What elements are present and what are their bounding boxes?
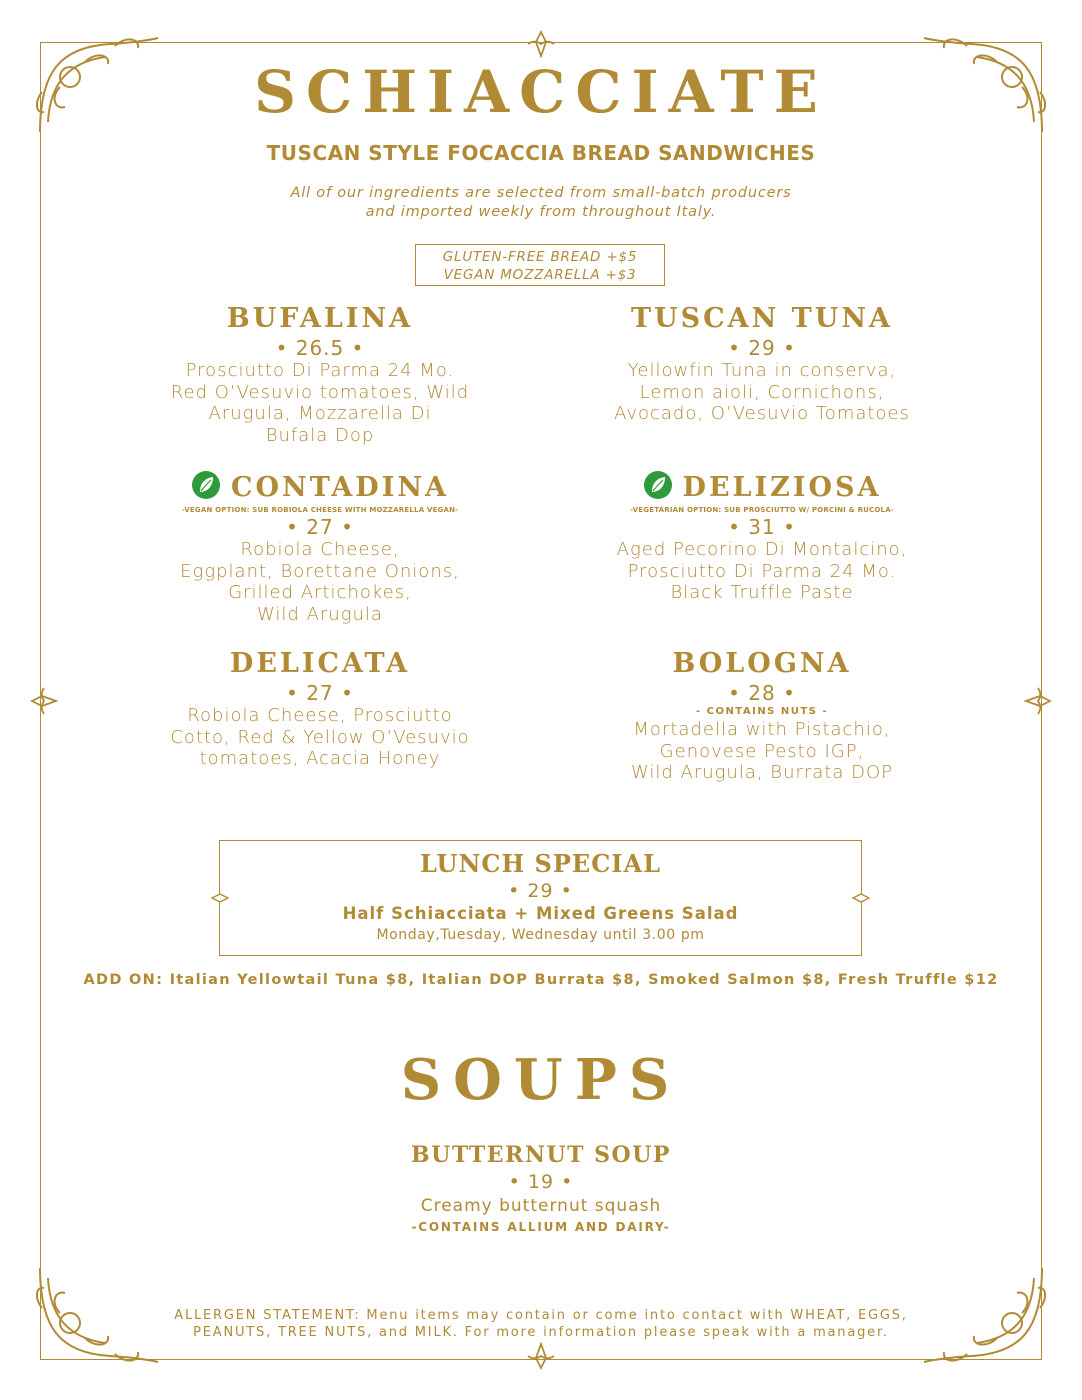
desc-line: Red O’Vesuvio tomatoes, Wild xyxy=(170,381,470,403)
item-price: • 31 • xyxy=(728,515,796,539)
menu-item-bologna xyxy=(572,647,952,784)
item-name: BOLOGNA xyxy=(672,648,852,679)
add-on-list: ADD ON: Italian Yellowtail Tuna $8, Italian DOP Burrata $8, Smoked Salmon $8, Fresh Truffle $12 xyxy=(83,972,999,988)
item-price: • 27 • xyxy=(286,681,354,705)
item-option-note: -VEGETARIAN OPTION: SUB PROSCIUTTO W/ PORCINI & RUCOLA- xyxy=(630,506,894,514)
item-allergen-warning: -CONTAINS ALLIUM AND DAIRY- xyxy=(411,1220,671,1234)
fleuron-bottom xyxy=(526,1342,556,1370)
menu-title: SCHIACCIATE xyxy=(254,58,828,126)
item-name: CONTADINA xyxy=(231,472,449,503)
menu-subtitle: TUSCAN STYLE FOCACCIA BREAD SANDWICHES xyxy=(266,141,816,165)
desc-line: Eggplant, Borettane Onions, xyxy=(180,560,460,582)
item-price: • 19 • xyxy=(508,1171,574,1193)
item-description: Creamy butternut squash xyxy=(420,1196,662,1216)
item-name: BUTTERNUT SOUP xyxy=(411,1142,671,1168)
lunch-special-price: • 29 • xyxy=(508,880,573,902)
lunch-special-title: LUNCH SPECIAL xyxy=(419,849,662,878)
allergen-statement: ALLERGEN STATEMENT: Menu items may contain or come into contact with WHEAT, EGGS, PEANUTS, TREE NUTS, and MILK. For more information please speak with a manager. xyxy=(174,1308,908,1340)
intro-text xyxy=(0,184,1082,222)
fleuron-left xyxy=(30,686,58,716)
item-price: • 29 • xyxy=(728,336,796,360)
item-description xyxy=(140,539,500,625)
leaf-icon xyxy=(191,470,221,500)
intro-line-1: All of our ingredients are selected from small-batch producers xyxy=(290,185,792,201)
fleuron-top xyxy=(526,30,556,58)
item-description xyxy=(572,539,952,604)
desc-line: Genovese Pesto IGP, xyxy=(659,740,865,762)
desc-line: Yellowfin Tuna in conserva, xyxy=(627,360,897,381)
desc-line: Wild Arugula, Burrata DOP xyxy=(630,762,894,783)
item-description xyxy=(140,705,500,770)
desc-line: tomatoes, Acacia Honey xyxy=(199,748,441,769)
item-description xyxy=(572,719,952,784)
desc-line: Mortadella with Pistachio, xyxy=(633,719,891,740)
item-description xyxy=(572,360,952,425)
item-name-row xyxy=(572,470,952,505)
item-name-row xyxy=(140,470,500,505)
item-price: • 27 • xyxy=(286,515,354,539)
menu-item-delicata xyxy=(140,647,500,770)
item-price: • 28 • xyxy=(728,681,796,705)
extras-box xyxy=(415,244,665,286)
desc-line: Aged Pecorino Di Montalcino, xyxy=(616,539,908,560)
desc-line: Prosciutto Di Parma 24 Mo. xyxy=(627,560,897,582)
fleuron-left-small xyxy=(211,889,229,907)
menu-item-butternut-soup xyxy=(0,1140,1082,1236)
desc-line: Black Truffle Paste xyxy=(670,582,854,603)
extras-gluten-free: GLUTEN-FREE BREAD +$5 xyxy=(442,249,638,265)
item-name: TUSCAN TUNA xyxy=(631,303,893,334)
desc-line: Avocado, O’Vesuvio Tomatoes xyxy=(614,403,910,424)
item-option-note: -VEGAN OPTION: SUB ROBIOLA CHEESE WITH MOZZARELLA VEGAN- xyxy=(181,506,459,514)
lunch-special-description: Half Schiacciata + Mixed Greens Salad xyxy=(342,904,739,923)
desc-line: Bufala Dop xyxy=(265,424,375,446)
intro-line-2: and imported weekly from throughout Italy. xyxy=(365,204,717,220)
item-name: DELIZIOSA xyxy=(682,472,882,503)
desc-line: Lemon aioli, Cornichons, xyxy=(639,381,885,403)
extras-vegan-mozzarella: VEGAN MOZZARELLA +$3 xyxy=(443,267,637,283)
leaf-icon xyxy=(643,470,673,500)
fleuron-right xyxy=(1024,686,1052,716)
desc-line: Prosciutto Di Parma 24 Mo. xyxy=(185,360,455,381)
item-name: DELICATA xyxy=(229,648,411,679)
desc-line: Robiola Cheese, xyxy=(240,539,400,560)
item-description xyxy=(140,360,500,446)
item-price: • 26.5 • xyxy=(275,336,365,360)
fleuron-right-small xyxy=(852,889,870,907)
menu-item-contadina xyxy=(140,470,500,625)
desc-line: Wild Arugula xyxy=(257,603,383,625)
desc-line: Grilled Artichokes, xyxy=(228,582,412,603)
desc-line: Arugula, Mozzarella Di xyxy=(208,403,432,424)
desc-line: Robiola Cheese, Prosciutto xyxy=(187,705,453,726)
item-allergen-warning: - CONTAINS NUTS - xyxy=(695,706,829,717)
item-name: BUFALINA xyxy=(226,303,414,334)
menu-item-tuscan-tuna xyxy=(572,302,952,425)
menu-item-deliziosa xyxy=(572,470,952,604)
desc-line: Cotto, Red & Yellow O’Vesuvio xyxy=(170,726,470,748)
lunch-special-availability: Monday,Tuesday, Wednesday until 3.00 pm xyxy=(376,927,705,943)
menu-item-bufalina xyxy=(140,302,500,446)
lunch-special-box xyxy=(219,840,862,956)
soups-title: SOUPS xyxy=(400,1047,682,1113)
